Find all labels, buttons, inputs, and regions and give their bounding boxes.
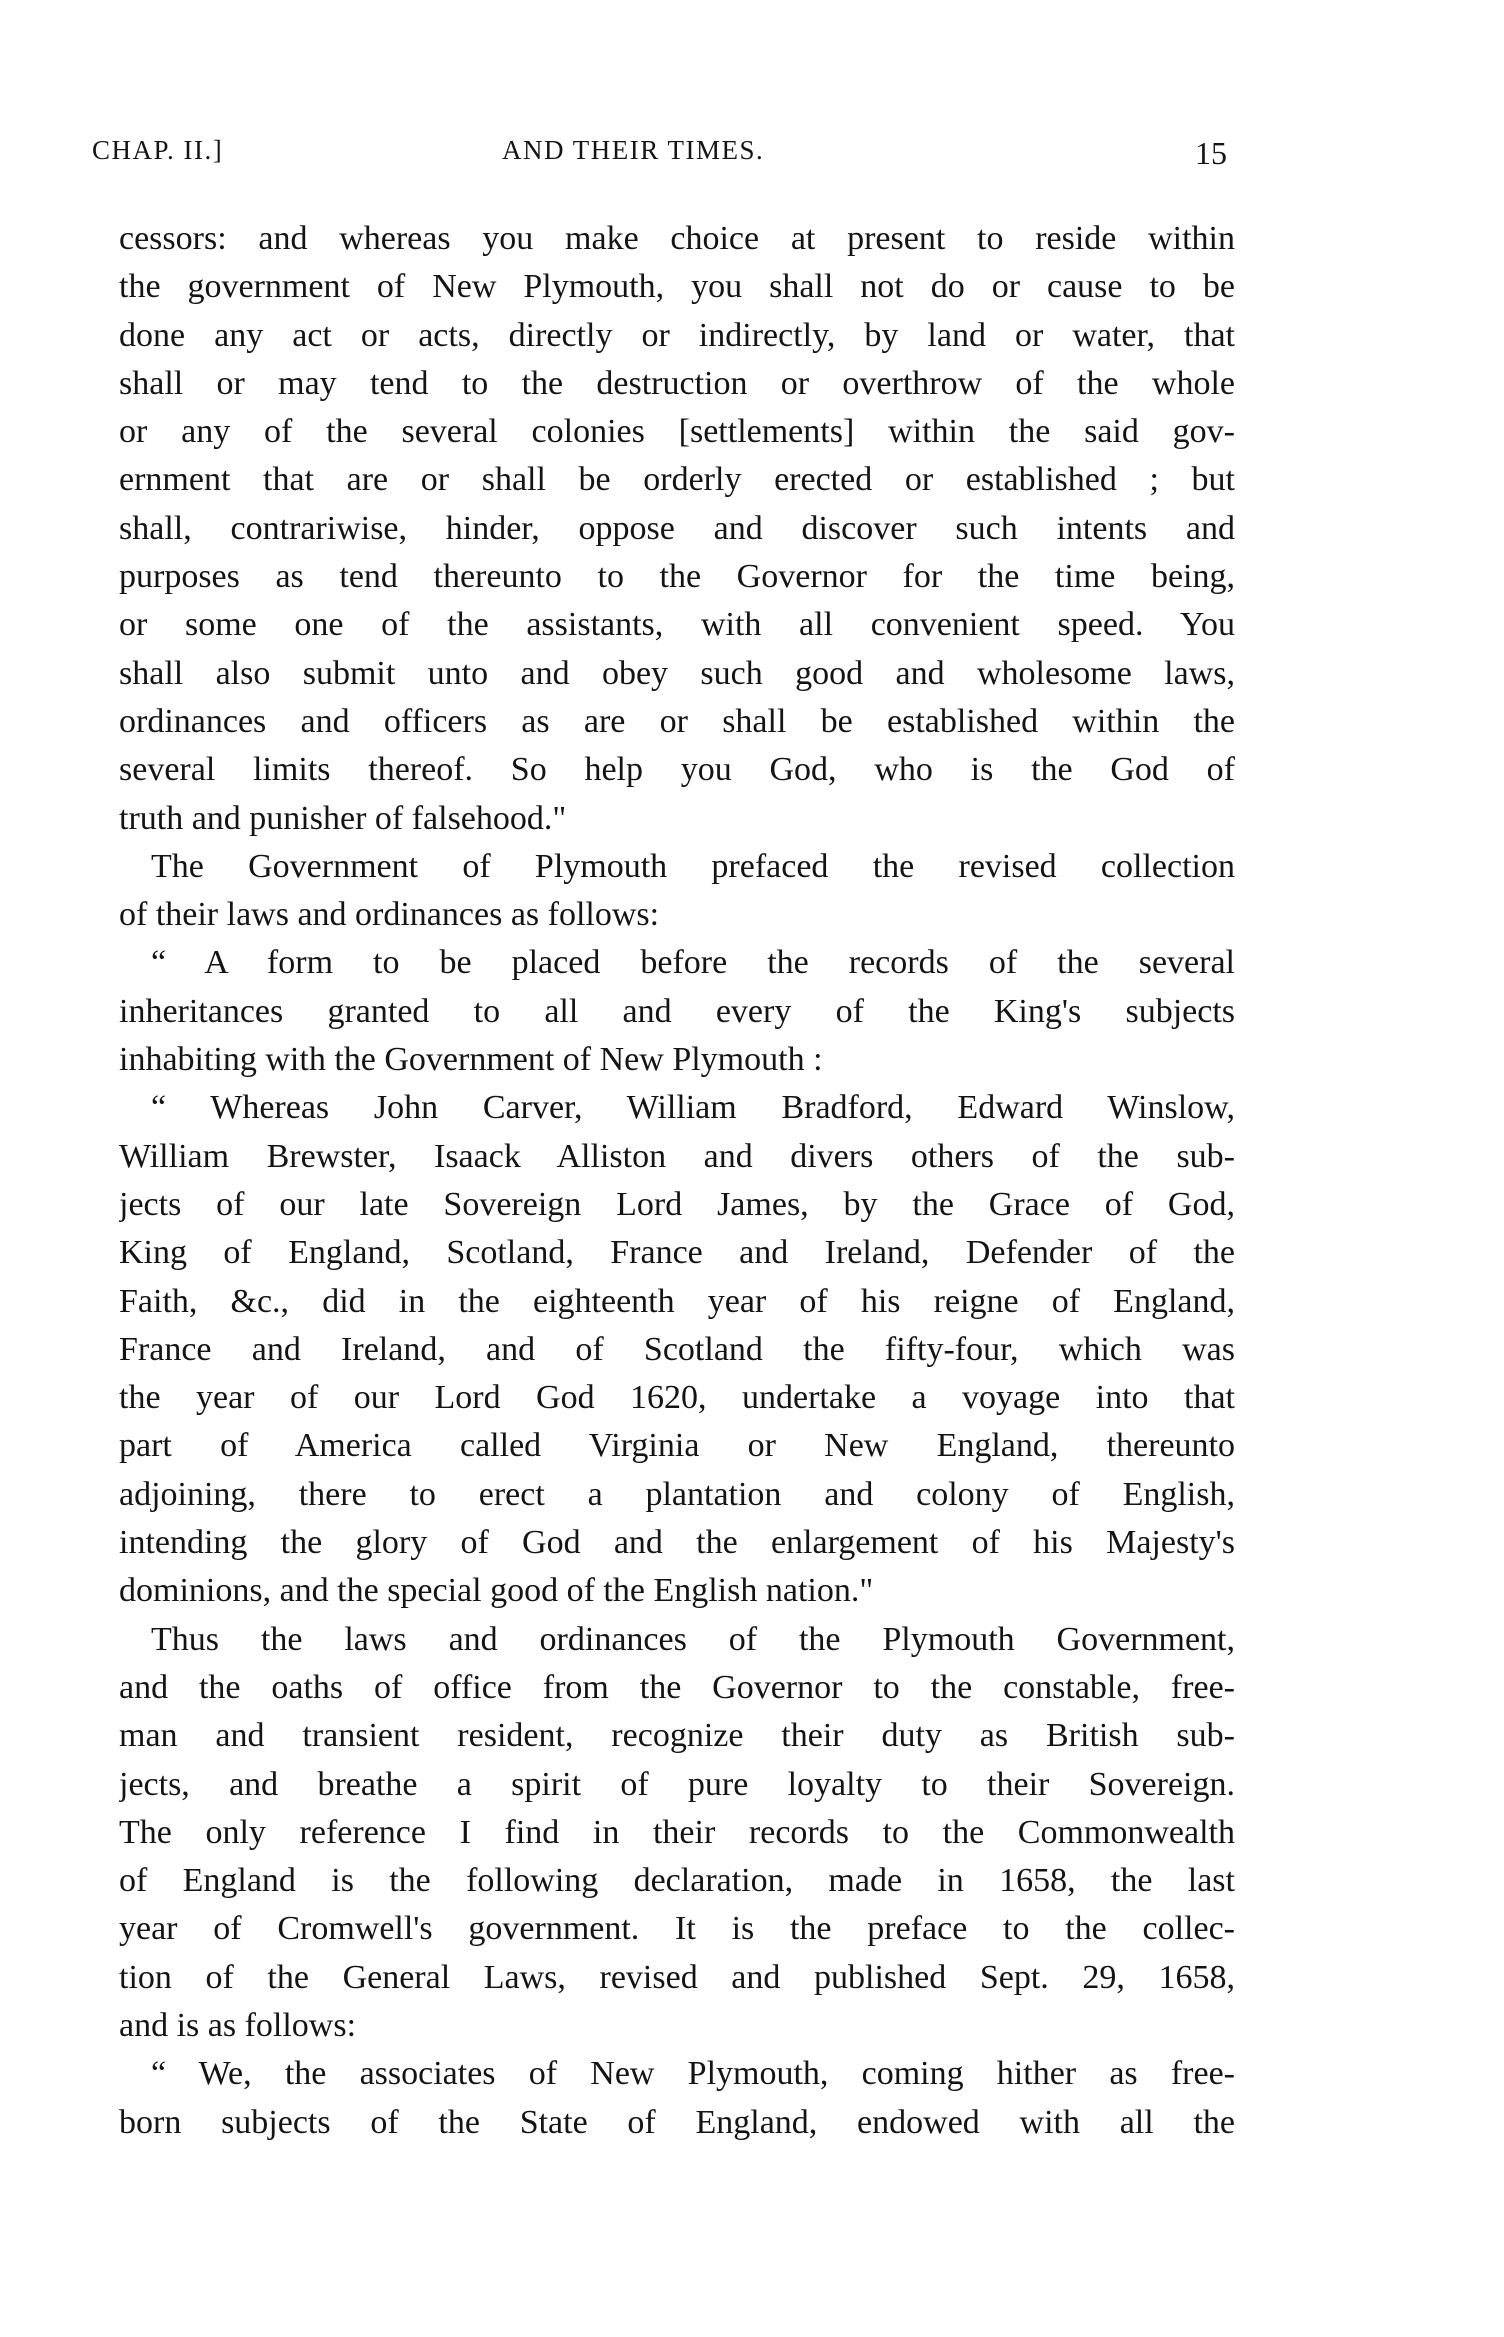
text-line: “ A form to be placed before the records of the several bbox=[151, 944, 1235, 982]
text-line: William Brewster, Isaack Alliston and divers others of the sub- bbox=[119, 1137, 1235, 1175]
text-line: the government of New Plymouth, you shall not do or cause to be bbox=[119, 268, 1235, 306]
chapter-label: CHAP. II.] bbox=[92, 135, 224, 165]
text-line: “ Whereas John Carver, William Bradford, Edward Winslow, bbox=[151, 1089, 1235, 1127]
text-line: ordinances and officers as are or shall be established within the bbox=[119, 702, 1235, 740]
text-line: of their laws and ordinances as follows: bbox=[119, 896, 660, 934]
running-head bbox=[0, 135, 1504, 175]
text-line: jects, and breathe a spirit of pure loyalty to their Sovereign. bbox=[119, 1765, 1235, 1803]
text-line: of England is the following declaration, made in 1658, the last bbox=[119, 1862, 1235, 1900]
text-line: or some one of the assistants, with all convenient speed. You bbox=[119, 606, 1235, 644]
page-number: 15 bbox=[1195, 135, 1227, 171]
text-line: adjoining, there to erect a plantation and colony of English, bbox=[119, 1475, 1235, 1513]
text-line: shall, contrariwise, hinder, oppose and discover such intents and bbox=[119, 509, 1235, 547]
text-line: shall also submit unto and obey such good and wholesome laws, bbox=[119, 654, 1235, 692]
text-line: Thus the laws and ordinances of the Plymouth Government, bbox=[151, 1620, 1235, 1658]
text-line: truth and punisher of falsehood." bbox=[119, 799, 567, 837]
text-line: King of England, Scotland, France and Ireland, Defender of the bbox=[119, 1234, 1235, 1272]
text-line: tion of the General Laws, revised and published Sept. 29, 1658, bbox=[119, 1958, 1235, 1996]
text-line: the year of our Lord God 1620, undertake a voyage into that bbox=[119, 1379, 1235, 1417]
text-line: jects of our late Sovereign Lord James, by the Grace of God, bbox=[119, 1185, 1235, 1223]
text-line: purposes as tend thereunto to the Governor for the time being, bbox=[119, 558, 1235, 596]
text-line: ernment that are or shall be orderly erected or established ; but bbox=[119, 461, 1235, 499]
text-line: Faith, &c., did in the eighteenth year of his reigne of England, bbox=[119, 1282, 1235, 1320]
text-line: several limits thereof. So help you God, who is the God of bbox=[119, 751, 1235, 789]
text-line: France and Ireland, and of Scotland the fifty-four, which was bbox=[119, 1330, 1235, 1368]
text-line: inheritances granted to all and every of the King's subjects bbox=[119, 992, 1235, 1030]
text-line: intending the glory of God and the enlargement of his Majesty's bbox=[119, 1524, 1235, 1562]
text-line: inhabiting with the Government of New Plymouth : bbox=[119, 1041, 823, 1079]
text-line: cessors: and whereas you make choice at present to reside within bbox=[119, 220, 1235, 257]
text-line: shall or may tend to the destruction or overthrow of the whole bbox=[119, 364, 1235, 402]
text-line: “ We, the associates of New Plymouth, coming hither as free- bbox=[151, 2055, 1235, 2093]
text-line: dominions, and the special good of the English nation." bbox=[119, 1572, 874, 1610]
body-text bbox=[119, 215, 1235, 2147]
text-line: year of Cromwell's government. It is the preface to the collec- bbox=[119, 1910, 1235, 1948]
text-line: or any of the several colonies [settlements] within the said gov- bbox=[119, 413, 1235, 451]
text-line: and is as follows: bbox=[119, 2006, 357, 2044]
text-line: born subjects of the State of England, endowed with all the bbox=[119, 2103, 1235, 2141]
text-line: man and transient resident, recognize their duty as British sub- bbox=[119, 1717, 1235, 1755]
running-title: AND THEIR TIMES. bbox=[502, 135, 765, 165]
text-line: The only reference I find in their records to the Commonwealth bbox=[119, 1813, 1235, 1851]
text-line: and the oaths of office from the Governor to the constable, free- bbox=[119, 1668, 1235, 1706]
text-line: The Government of Plymouth prefaced the revised collection bbox=[151, 847, 1235, 885]
text-line: done any act or acts, directly or indirectly, by land or water, that bbox=[119, 316, 1235, 354]
text-line: part of America called Virginia or New England, thereunto bbox=[119, 1427, 1235, 1465]
